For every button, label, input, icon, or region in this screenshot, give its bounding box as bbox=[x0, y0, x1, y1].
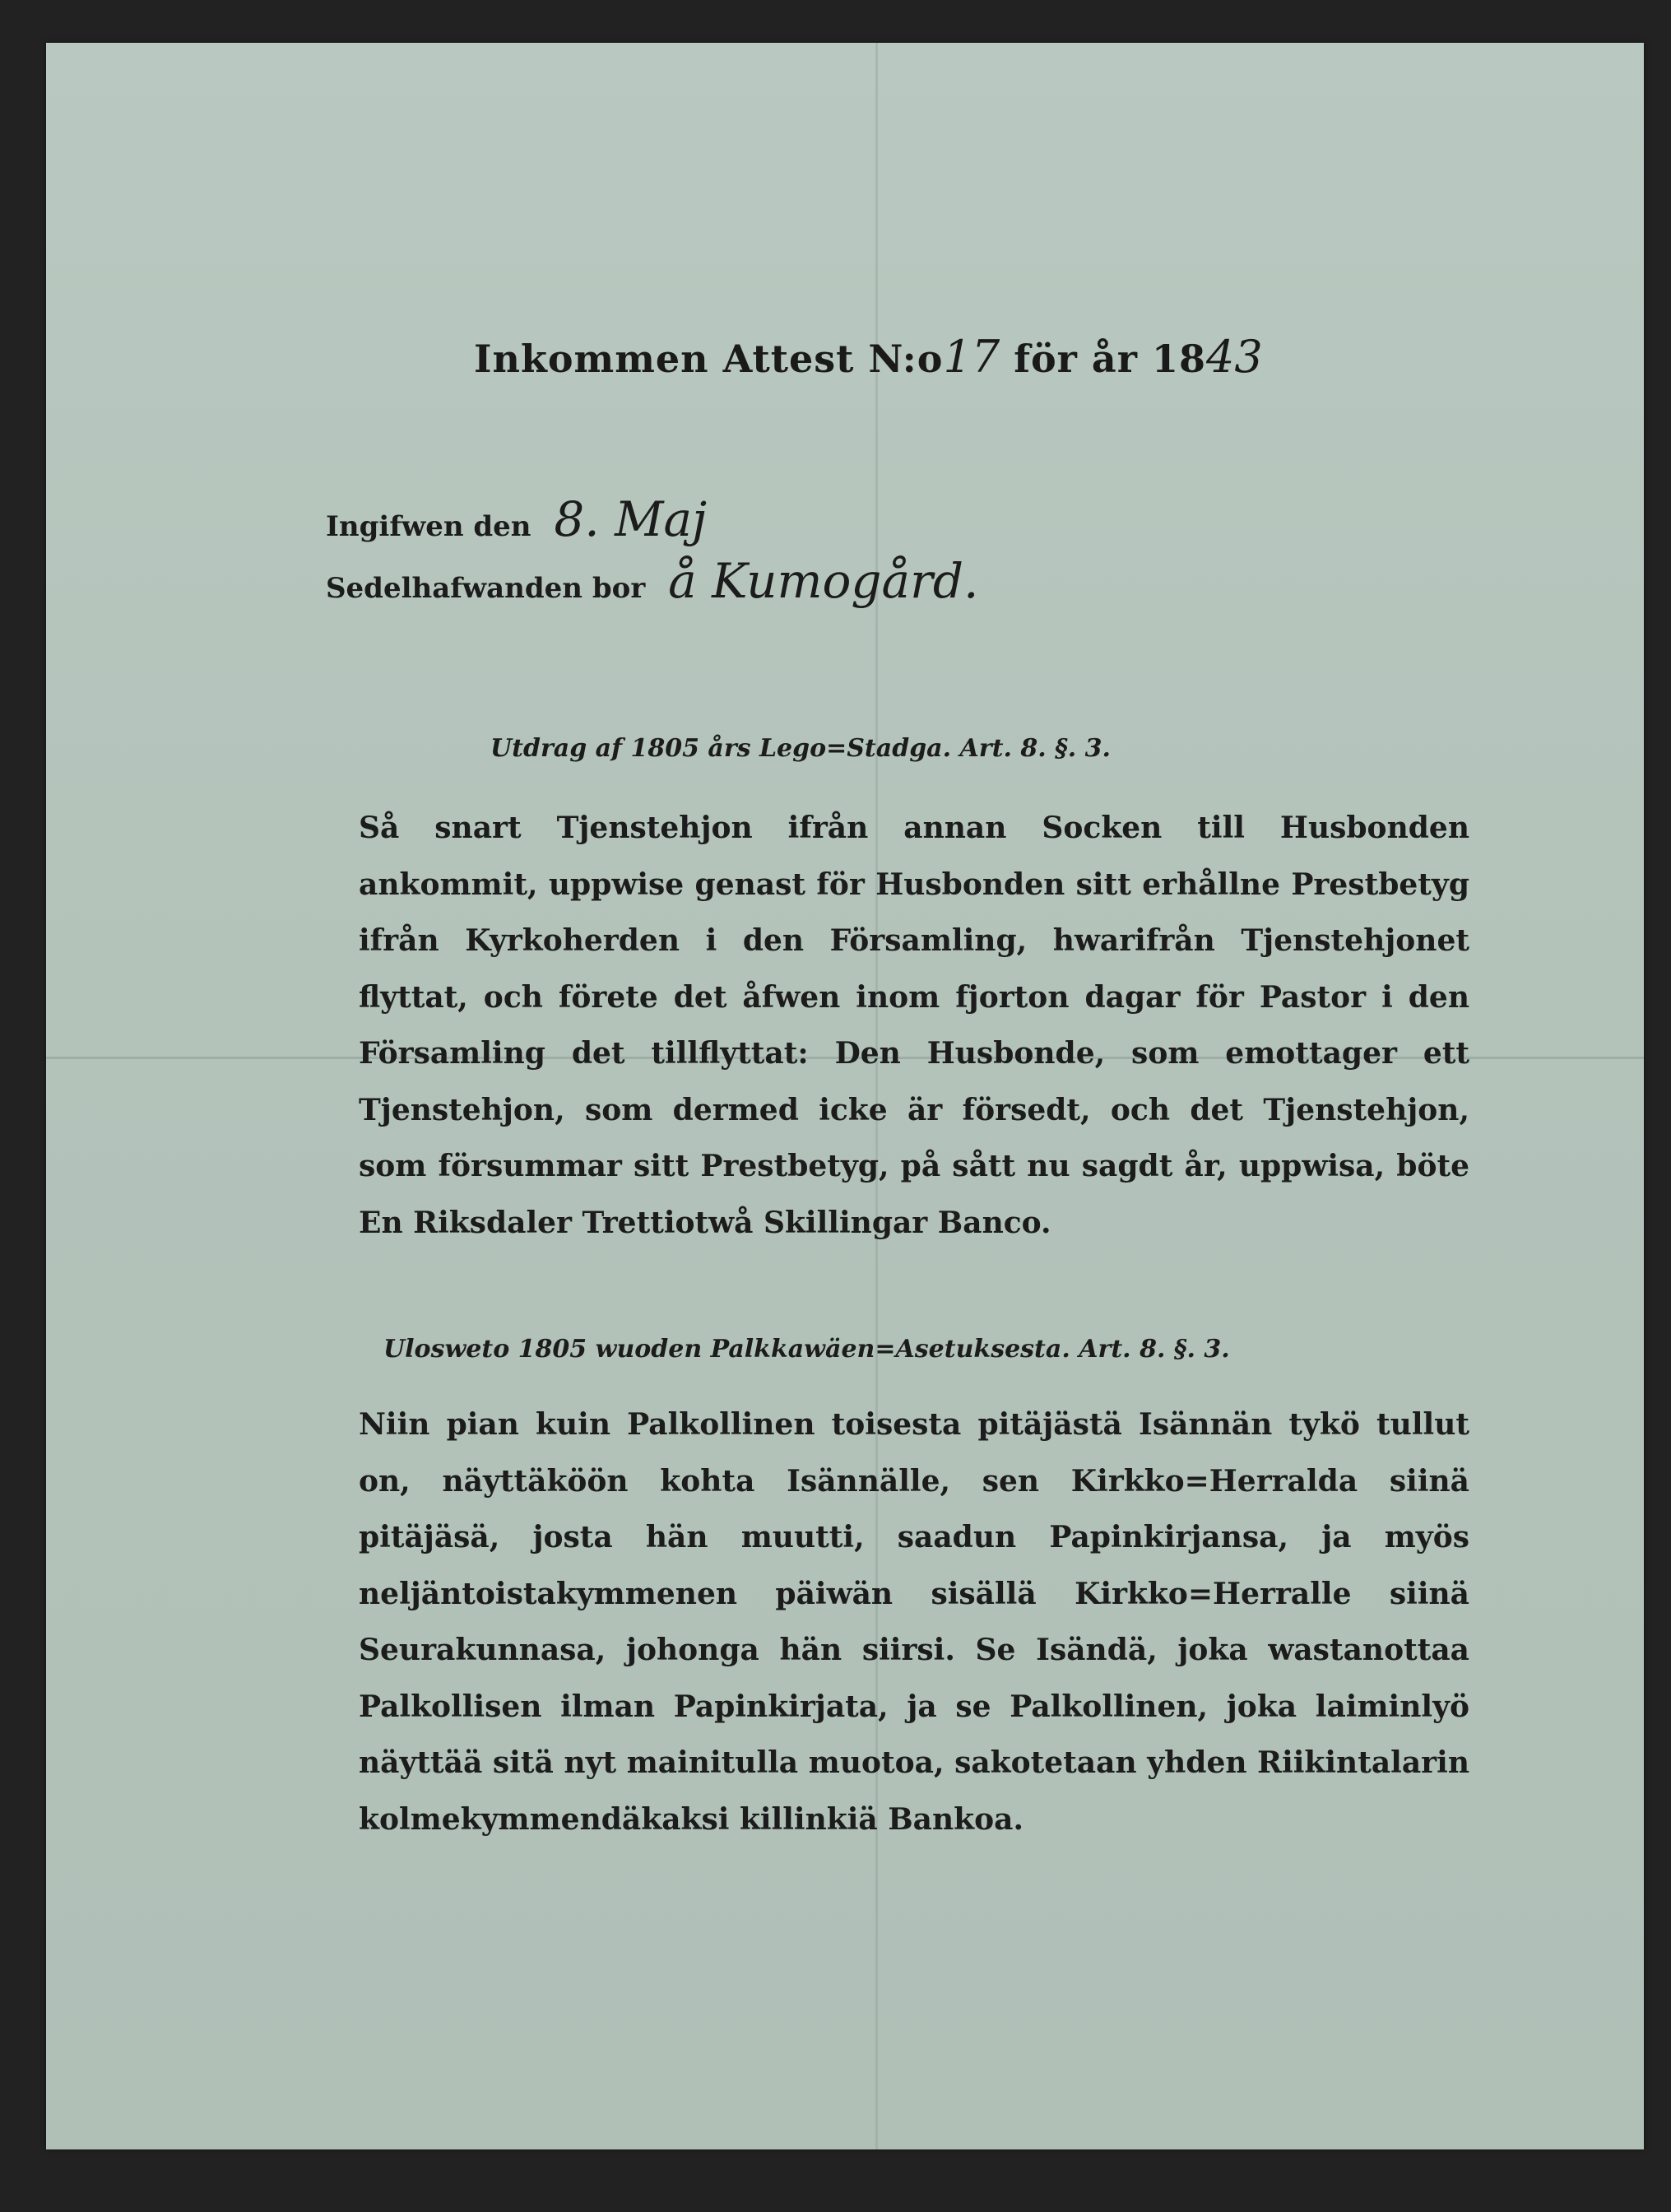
title-printed-middle: för år 18 bbox=[1014, 337, 1206, 381]
swedish-section-text: Så snart Tjenstehjon ifrån annan Socken till Husbonden ankommit, uppwise genast för Husbonden sitt erhållne Prestbetyg ifrån Kyrkoherden i den Församling, hwarifrån Tjenstehjonet flyttat, och förete det åfwen inom fjorton dagar för Pastor i den Församling det tillflyttat: Den Husbonde, som emottager ett Tjenstehjon, som dermed icke är försedt, och det Tjenstehjon, som försummar sitt Prestbetyg, på sått nu sagdt år, uppwisa, böte En Riksdaler Trettiotwå Skillingar Banco. bbox=[359, 811, 1469, 1240]
swedish-section-heading: Utdrag af 1805 års Lego=Stadga. Art. 8. §. 3. bbox=[490, 734, 1111, 763]
submitted-value: 8. Maj bbox=[554, 491, 708, 547]
finnish-section-text: Niin pian kuin Palkollinen toisesta pitäjästä Isännän tykö tullut on, näyttäköön kohta Isännälle, sen Kirkko=Herralda siinä pitäjäsä, josta hän muutti, saadun Papinkirjansa, ja myös neljäntoistakymmenen päiwän sisällä Kirkko=Herralle siinä Seurakunnasa, johonga hän siirsi. Se Isändä, joka wastanottaa Palkollisen ilman Papinkirjata, ja se Palkollinen, joka laiminlyö näyttää sitä nyt mainitulla muotoa, sakotetaan yhden Riikintalarin kolmekymmendäkaksi killinkiä Bankoa. bbox=[359, 1407, 1469, 1837]
residence-row bbox=[326, 553, 978, 609]
attest-number: 17 bbox=[943, 331, 1000, 383]
certificate-sheet bbox=[46, 43, 1644, 2149]
year-suffix: 43 bbox=[1206, 331, 1263, 383]
document-title bbox=[474, 331, 1330, 383]
submitted-label: Ingifwen den bbox=[326, 510, 531, 543]
residence-label: Sedelhafwanden bor bbox=[326, 572, 646, 605]
submitted-row bbox=[326, 491, 707, 547]
residence-value: å Kumogård. bbox=[668, 553, 979, 609]
finnish-section-heading: Ulosweto 1805 wuoden Palkkawäen=Asetuksesta. Art. 8. §. 3. bbox=[383, 1335, 1230, 1364]
title-printed-start: Inkommen Attest N:o bbox=[474, 337, 944, 381]
